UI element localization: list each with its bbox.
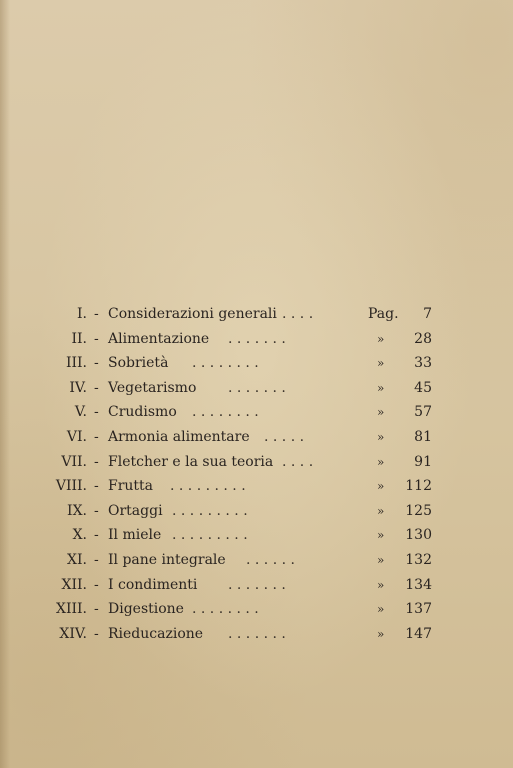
leader-dots: . . . . . . . .: [192, 355, 259, 372]
chapter-title: Fletcher e la sua teoria: [108, 453, 274, 470]
separator-dash: -: [94, 306, 99, 322]
chapter-number: XIII.: [55, 601, 87, 618]
leader-dots: . . . . . . .: [228, 625, 286, 642]
leader-dots: . . . . . . . .: [192, 601, 259, 618]
page-number: 147: [405, 625, 432, 642]
separator-dash: -: [94, 551, 99, 568]
toc-entry: [0, 302, 513, 327]
page-marker: »: [377, 454, 385, 469]
chapter-number: XII.: [61, 576, 87, 593]
page-number: 7: [423, 306, 432, 322]
page-number: 33: [414, 355, 432, 372]
page-number: 132: [405, 551, 432, 568]
page-marker: »: [377, 626, 385, 641]
toc-entry: [0, 548, 513, 573]
page-number: 28: [414, 330, 432, 347]
chapter-number: IV.: [69, 379, 87, 396]
page-marker: »: [377, 331, 385, 346]
page-marker: »: [377, 577, 385, 592]
leader-dots: . . . . .: [264, 428, 305, 445]
page-marker: Pag.: [368, 306, 399, 322]
separator-dash: -: [94, 404, 99, 421]
chapter-title: Frutta: [108, 478, 154, 495]
chapter-number: VII.: [61, 453, 87, 470]
page-marker: »: [377, 528, 385, 543]
toc-entry: [0, 376, 513, 401]
chapter-number: I.: [77, 306, 87, 322]
page-marker: »: [377, 405, 385, 420]
page-number: 91: [414, 453, 432, 470]
leader-dots: . . . .: [282, 306, 314, 322]
chapter-title: Crudismo: [108, 404, 177, 421]
page-number: 130: [405, 527, 432, 544]
page-number: 81: [414, 428, 432, 445]
leader-dots: . . . . . . .: [228, 379, 286, 396]
leader-dots: . . . . . . .: [228, 576, 286, 593]
separator-dash: -: [94, 330, 99, 347]
separator-dash: -: [94, 379, 99, 396]
chapter-title: I condimenti: [108, 576, 198, 593]
leader-dots: . . . .: [282, 453, 314, 470]
leader-dots: . . . . . . . . .: [172, 502, 248, 519]
separator-dash: -: [94, 601, 99, 618]
chapter-title: Digestione: [108, 601, 184, 618]
chapter-title: Considerazioni generali: [108, 306, 277, 322]
separator-dash: -: [94, 478, 99, 495]
leader-dots: . . . . . . . . .: [172, 527, 248, 544]
table-of-contents: [0, 302, 513, 646]
toc-entry: [0, 450, 513, 475]
leader-dots: . . . . . . .: [228, 330, 286, 347]
chapter-title: Ortaggi: [108, 502, 163, 519]
separator-dash: -: [94, 625, 99, 642]
chapter-number: XIV.: [59, 625, 87, 642]
leader-dots: . . . . . .: [246, 551, 295, 568]
chapter-number: II.: [71, 330, 87, 347]
page-marker: »: [377, 356, 385, 371]
separator-dash: -: [94, 527, 99, 544]
chapter-number: VI.: [66, 428, 87, 445]
toc-entry: [0, 523, 513, 548]
toc-entry: [0, 597, 513, 622]
page-marker: »: [377, 380, 385, 395]
toc-entry: [0, 351, 513, 376]
page-number: 45: [414, 379, 432, 396]
chapter-title: Vegetarismo: [108, 379, 197, 396]
chapter-number: XI.: [67, 551, 87, 568]
separator-dash: -: [94, 355, 99, 372]
chapter-title: Il pane integrale: [108, 551, 226, 568]
toc-entry: [0, 327, 513, 352]
chapter-title: Il miele: [108, 527, 162, 544]
page-number: 57: [414, 404, 432, 421]
chapter-title: Rieducazione: [108, 625, 204, 642]
chapter-number: V.: [74, 404, 87, 421]
chapter-number: VIII.: [55, 478, 87, 495]
page-marker: »: [377, 552, 385, 567]
toc-entry: [0, 400, 513, 425]
page-marker: »: [377, 602, 385, 617]
toc-entry: [0, 499, 513, 524]
chapter-title: Armonia alimentare: [108, 428, 250, 445]
chapter-title: Sobrietà: [108, 355, 169, 372]
chapter-title: Alimentazione: [108, 330, 210, 347]
toc-entry: [0, 474, 513, 499]
page-number: 125: [405, 502, 432, 519]
page-marker: »: [377, 479, 385, 494]
page-marker: »: [377, 503, 385, 518]
page-number: 137: [405, 601, 432, 618]
separator-dash: -: [94, 576, 99, 593]
page-marker: »: [377, 429, 385, 444]
toc-entry: [0, 622, 513, 647]
toc-entry: [0, 425, 513, 450]
toc-entry: [0, 573, 513, 598]
page-number: 112: [405, 478, 432, 495]
leader-dots: . . . . . . . . .: [170, 478, 246, 495]
chapter-number: III.: [65, 355, 87, 372]
separator-dash: -: [94, 428, 99, 445]
leader-dots: . . . . . . . .: [192, 404, 259, 421]
separator-dash: -: [94, 502, 99, 519]
separator-dash: -: [94, 453, 99, 470]
chapter-number: X.: [72, 527, 87, 544]
chapter-number: IX.: [67, 502, 87, 519]
page-number: 134: [405, 576, 432, 593]
